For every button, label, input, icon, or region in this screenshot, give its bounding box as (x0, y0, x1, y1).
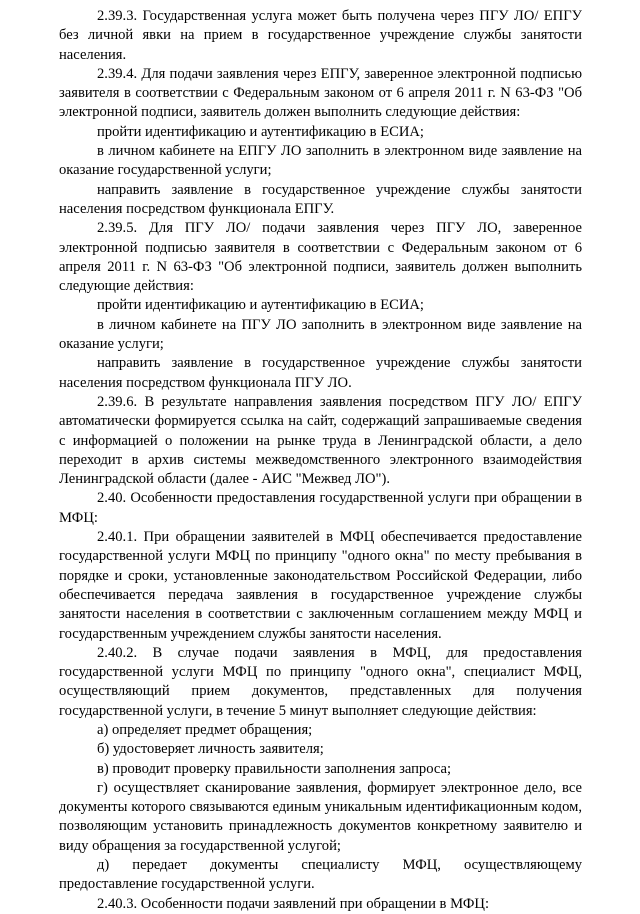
paragraph-2-39-3: 2.39.3. Государственная услуга может быть получена через ПГУ ЛО/ ЕПГУ без личной явки на прием в государственное учреждение службы занятости населения. (59, 8, 582, 63)
list-item-b: б) удостоверяет личность заявителя; (97, 741, 324, 758)
list-item-a: а) определяет предмет обращения; (97, 721, 313, 738)
paragraph-2-40: 2.40. Особенности предоставления государственной услуги при обращении в МФЦ: (59, 490, 582, 526)
list-item-fill-application-epgu: в личном кабинете на ЕПГУ ЛО заполнить в электронном виде заявление на оказание государственной услуги; (59, 143, 582, 179)
list-item-v: в) проводит проверку правильности заполнения запроса; (97, 760, 452, 777)
paragraph-2-40-1: 2.40.1. При обращении заявителей в МФЦ обеспечивается предоставление государственной услуги МФЦ по принципу "одного окна" по месту пребывания в порядке и сроки, установленные законодательством Российской Федерации, либо обеспечивается передача заявления в государственное учреждение службы занятости населения в соответствии с заключенным соглашением между МФЦ и государственным учреждением службы занятости населения. (59, 529, 582, 642)
list-item-identification-esia-2: пройти идентификацию и аутентификацию в ЕСИА; (97, 297, 424, 314)
list-item-send-application-epgu: направить заявление в государственное учреждение службы занятости населения посредством функционала ЕПГУ. (59, 181, 582, 217)
paragraph-2-40-2: 2.40.2. В случае подачи заявления в МФЦ, для предоставления государственной услуги МФЦ по принципу "одного окна", специалист МФЦ, осуществляющий прием документов, представленных для получения государственной услуги, в течение 5 минут выполняет следующие действия: (59, 644, 582, 719)
list-item-fill-application-pgu: в личном кабинете на ПГУ ЛО заполнить в электронном виде заявление на оказание услуги; (59, 316, 582, 353)
list-item-identification-esia: пройти идентификацию и аутентификацию в ЕСИА; (97, 123, 424, 140)
paragraph-2-39-4: 2.39.4. Для подачи заявления через ЕПГУ, заверенное электронной подписью заявителя в соответствии с Федеральным законом от 6 апреля 2011 г. N 63-ФЗ "Об электронной подписи, заявитель должен выполнить следующие действия: (59, 65, 582, 121)
paragraph-2-39-5: 2.39.5. Для ПГУ ЛО/ подачи заявления через ПГУ ЛО, заверенное электронной подписью заявителя в соответствии с Федеральным законом от 6 апреля 2011 г. N 63-ФЗ "Об электронной подписи, заявитель должен выполнить следующие действия: (59, 220, 582, 295)
list-item-send-application-pgu: направить заявление в государственное учреждение службы занятости населения посредством функционала ПГУ ЛО. (59, 355, 582, 391)
list-item-d: д) передает документы специалисту МФЦ, осуществляющему предоставление государственной услуги. (59, 857, 582, 893)
paragraph-2-39-6: 2.39.6. В результате направления заявления посредством ПГУ ЛО/ ЕПГУ автоматически формируется ссылка на сайт, содержащий запрашиваемые сведения с информацией о положении на рынке труда в Ленинградской области, а дело переходит в архив системы межведомственного электронного взаимодействия Ленинградской области (далее - АИС "Межвед ЛО"). (59, 393, 582, 488)
list-item-g: г) осуществляет сканирование заявления, формирует электронное дело, все документы которого связываются единым уникальным идентификационным кодом, позволяющим установить принадлежность документов конкретному заявителю и виду обращения за государственной услугой; (59, 779, 582, 854)
paragraph-2-40-3: 2.40.3. Особенности подачи заявлений при обращении в МФЦ: (97, 895, 489, 912)
